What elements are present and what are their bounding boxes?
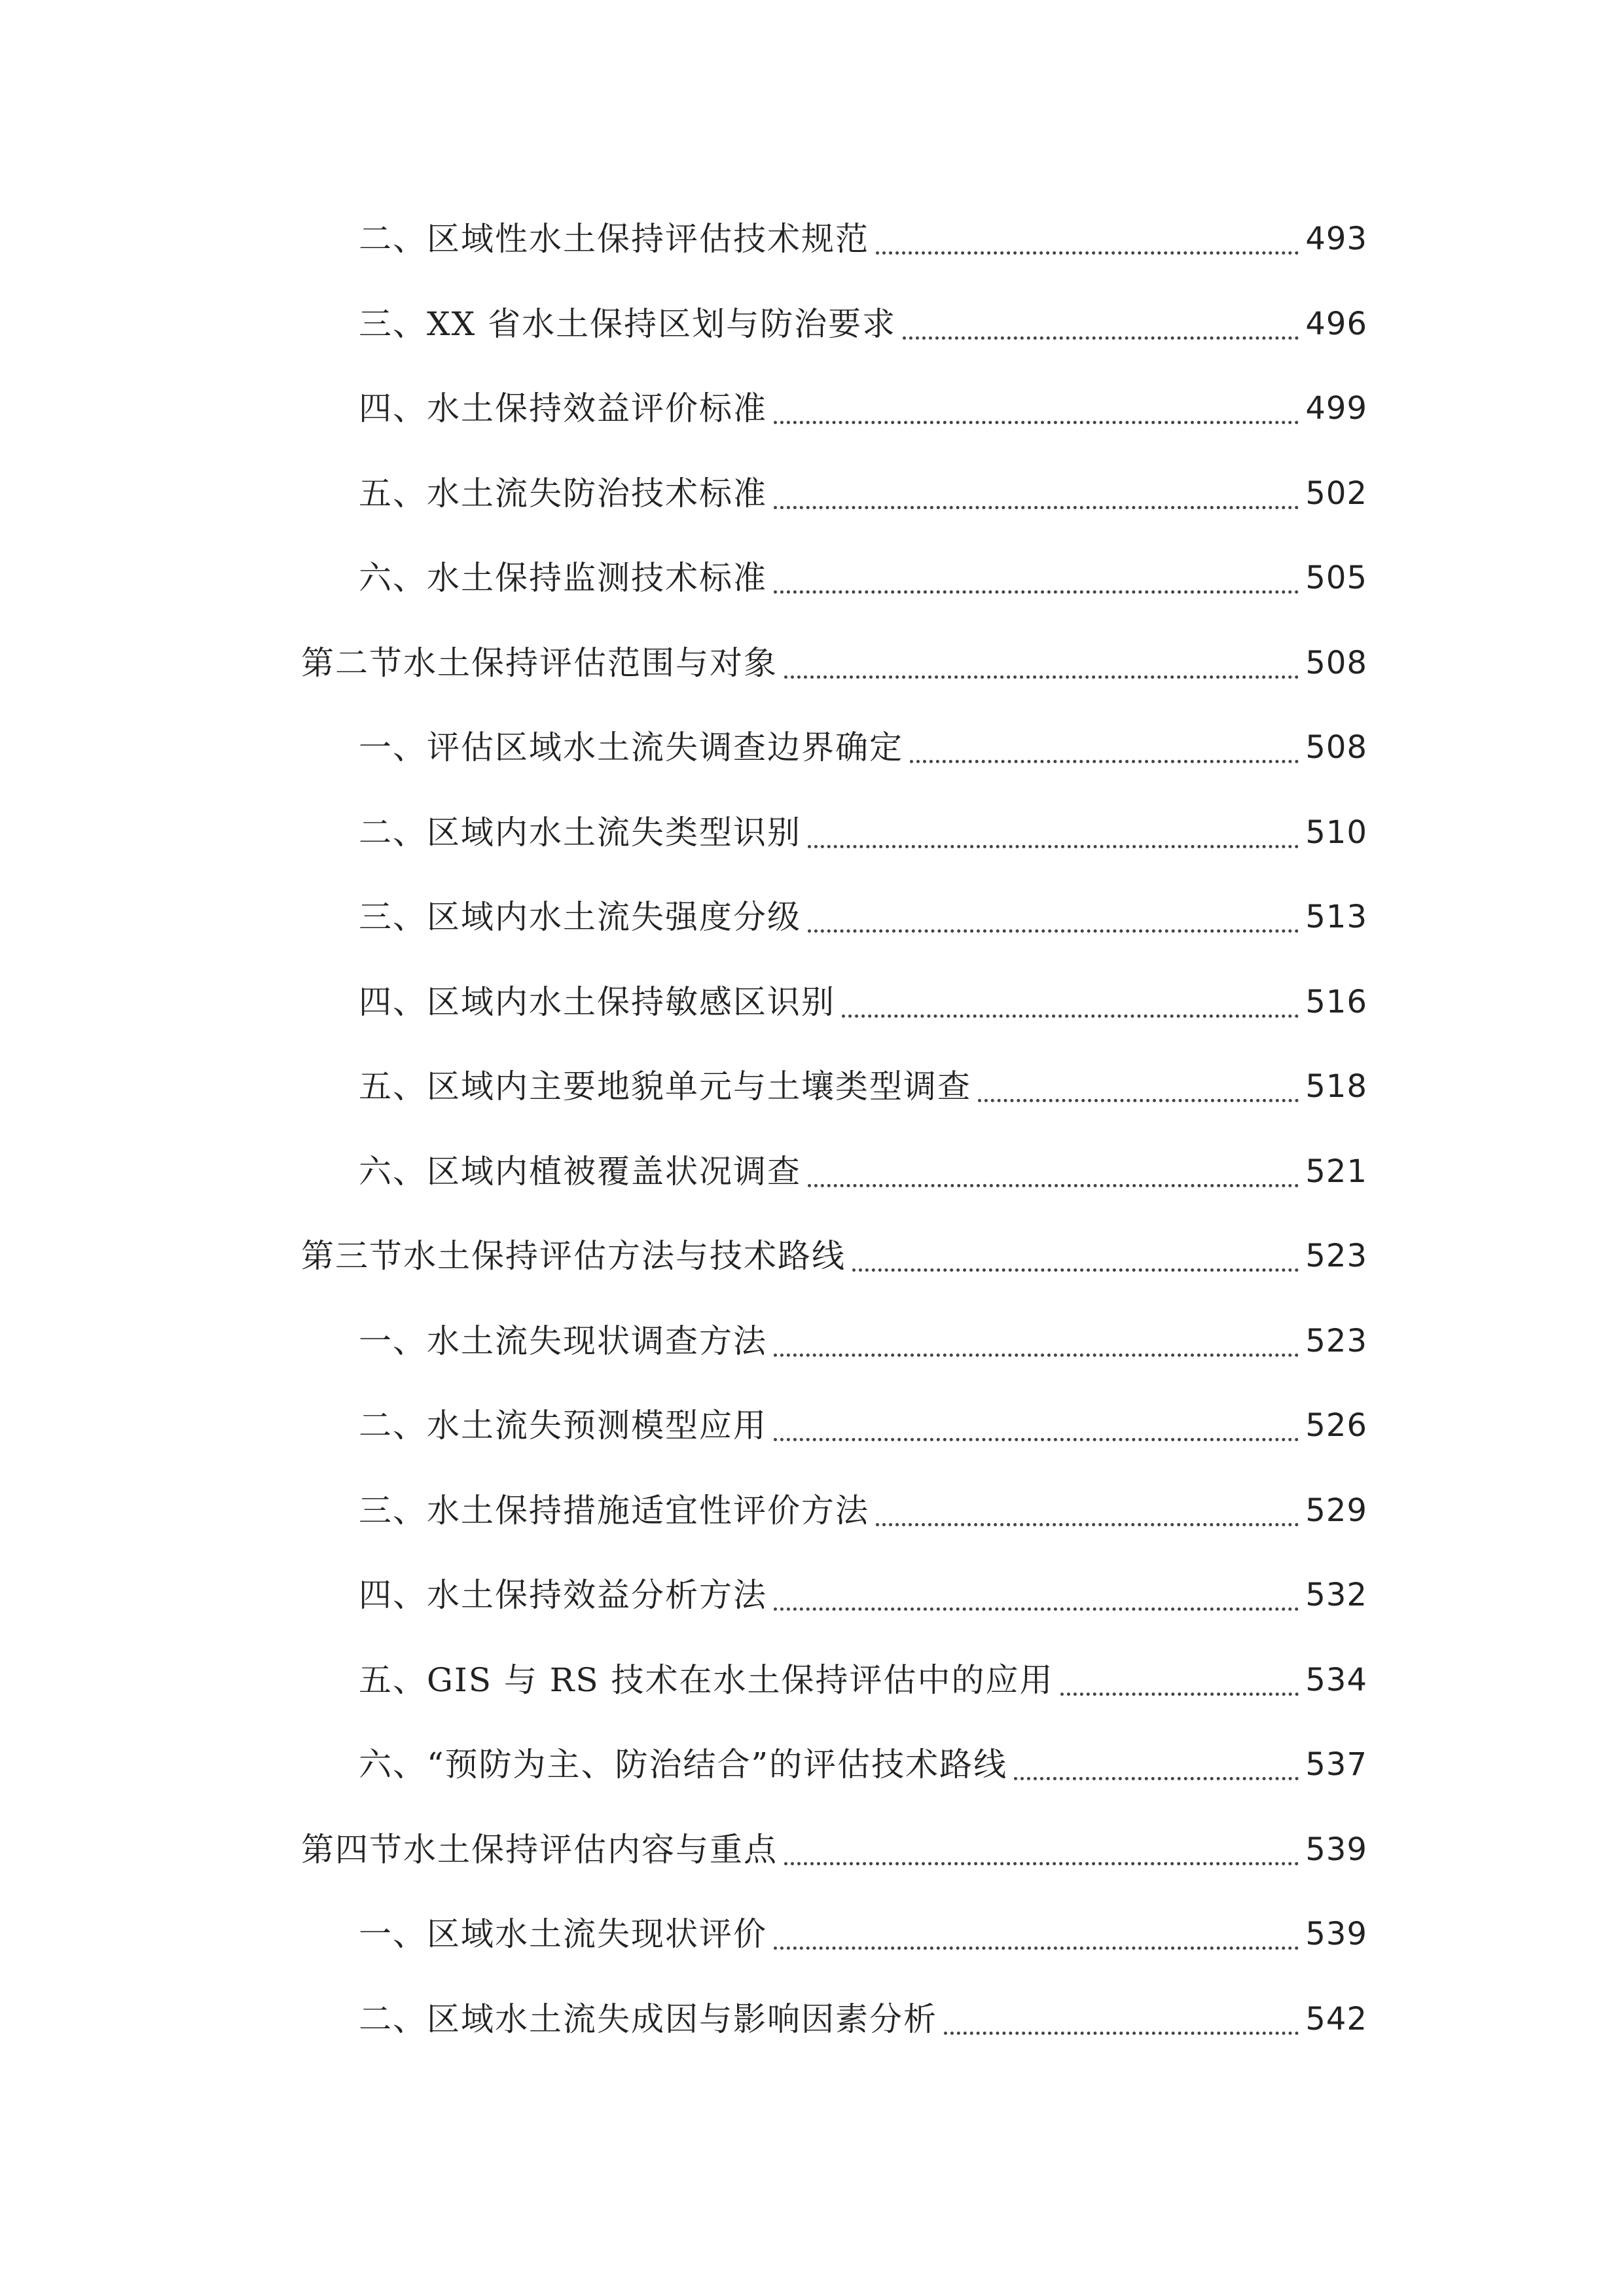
toc-section-entry[interactable] <box>301 637 1367 689</box>
toc-entry[interactable] <box>359 1399 1367 1452</box>
toc-dot-leader <box>774 1354 1299 1357</box>
toc-entry-page: 532 <box>1305 1577 1367 1613</box>
toc-dot-leader <box>808 1184 1299 1187</box>
toc-section-title: 第四节水土保持评估内容与重点 <box>301 1831 778 1869</box>
toc-entry-page: 499 <box>1305 390 1367 427</box>
toc-entry-title: 四、区域内水土保持敏感区识别 <box>359 983 835 1021</box>
toc-dot-leader <box>774 421 1299 424</box>
toc-entry[interactable] <box>359 213 1367 265</box>
toc-entry-title: 一、评估区域水土流失调查边界确定 <box>359 728 903 766</box>
toc-entry-title: 五、水土流失防治技术标准 <box>359 475 767 512</box>
toc-dot-leader <box>774 1607 1299 1611</box>
toc-entry[interactable] <box>359 806 1367 859</box>
toc-entry[interactable] <box>359 467 1367 520</box>
toc-entry-title: 四、水土保持效益分析方法 <box>359 1576 767 1614</box>
toc-dot-leader <box>1060 1693 1299 1696</box>
toc-entry-page: 521 <box>1305 1153 1367 1190</box>
toc-entry-page: 493 <box>1305 221 1367 257</box>
toc-entry-page: 510 <box>1305 814 1367 851</box>
toc-entry-title: 二、区域内水土流失类型识别 <box>359 814 801 852</box>
toc-entry[interactable] <box>359 1654 1367 1706</box>
toc-entry-title: 五、区域内主要地貌单元与土壤类型调查 <box>359 1067 971 1105</box>
toc-entry-page: 502 <box>1305 475 1367 512</box>
toc-dot-leader <box>876 1523 1299 1526</box>
toc-entry-page: 513 <box>1305 899 1367 935</box>
toc-entry[interactable] <box>359 1993 1367 2045</box>
toc-dot-leader <box>808 845 1299 848</box>
toc-entry[interactable] <box>359 891 1367 943</box>
toc-entry-page: 496 <box>1305 306 1367 342</box>
toc-entry-page: 539 <box>1305 1916 1367 1952</box>
toc-entry[interactable] <box>359 1145 1367 1198</box>
toc-dot-leader <box>903 336 1299 340</box>
toc-dot-leader <box>978 1099 1299 1102</box>
toc-entry-page: 542 <box>1305 2001 1367 2037</box>
toc-entry-title: 二、水土流失预测模型应用 <box>359 1407 767 1444</box>
toc-entry-page: 516 <box>1305 984 1367 1020</box>
toc-section-entry[interactable] <box>301 1230 1367 1282</box>
toc-entry-title: 三、区域内水土流失强度分级 <box>359 898 801 936</box>
toc-entry-page: 508 <box>1305 729 1367 766</box>
toc-entry[interactable] <box>359 1908 1367 1960</box>
toc-entry-title: 五、GIS 与 RS 技术在水土保持评估中的应用 <box>359 1661 1054 1699</box>
toc-entry-title: 六、区域内植被覆盖状况调查 <box>359 1153 801 1191</box>
toc-entry[interactable] <box>359 1738 1367 1791</box>
toc-dot-leader <box>784 675 1299 679</box>
toc-entry[interactable] <box>359 1484 1367 1537</box>
toc-entry-page: 534 <box>1305 1662 1367 1698</box>
toc-entry-page: 529 <box>1305 1492 1367 1529</box>
toc-entry-page: 523 <box>1305 1323 1367 1359</box>
toc-dot-leader <box>944 2032 1299 2035</box>
toc-entry[interactable] <box>359 552 1367 604</box>
toc-entry-title: 六、“预防为主、防治结合”的评估技术路线 <box>359 1746 1008 1784</box>
toc-entry-page: 537 <box>1305 1746 1367 1783</box>
toc-entry[interactable] <box>359 298 1367 350</box>
toc-section-entry[interactable] <box>301 1823 1367 1876</box>
toc-dot-leader <box>842 1014 1299 1018</box>
toc-section-title: 第三节水土保持评估方法与技术路线 <box>301 1237 846 1275</box>
toc-entry-title: 一、区域水土流失现状评价 <box>359 1915 767 1953</box>
toc-dot-leader <box>784 1862 1299 1865</box>
toc-entry-title: 三、水土保持措施适宜性评价方法 <box>359 1492 869 1530</box>
toc-entry-title: 一、水土流失现状调查方法 <box>359 1322 767 1360</box>
toc-entry-title: 三、XX 省水土保持区划与防治要求 <box>359 305 897 343</box>
toc-dot-leader <box>774 590 1299 594</box>
toc-entry-page: 523 <box>1305 1238 1367 1274</box>
toc-entry-page: 539 <box>1305 1831 1367 1868</box>
toc-dot-leader <box>774 506 1299 509</box>
toc-entry-page: 505 <box>1305 560 1367 596</box>
toc-dot-leader <box>1014 1777 1299 1780</box>
toc-dot-leader <box>910 760 1299 763</box>
toc-entry-page: 508 <box>1305 645 1367 681</box>
toc-entry[interactable] <box>359 721 1367 774</box>
toc-entry[interactable] <box>359 1060 1367 1113</box>
toc-entry-title: 六、水土保持监测技术标准 <box>359 559 767 597</box>
toc-section-title: 第二节水土保持评估范围与对象 <box>301 644 778 682</box>
toc-dot-leader <box>876 251 1299 255</box>
toc-dot-leader <box>774 1946 1299 1950</box>
toc-entry[interactable] <box>359 1315 1367 1367</box>
toc-entry-title: 二、区域水土流失成因与影响因素分析 <box>359 2000 937 2038</box>
toc-dot-leader <box>808 929 1299 933</box>
toc-entry[interactable] <box>359 382 1367 435</box>
toc-dot-leader <box>774 1438 1299 1441</box>
toc-entry[interactable] <box>359 976 1367 1028</box>
toc-entry-title: 二、区域性水土保持评估技术规范 <box>359 220 869 258</box>
toc-entry-page: 518 <box>1305 1068 1367 1105</box>
toc-entry-page: 526 <box>1305 1407 1367 1444</box>
toc-entry-title: 四、水土保持效益评价标准 <box>359 389 767 427</box>
toc-dot-leader <box>852 1268 1299 1272</box>
toc-entry[interactable] <box>359 1569 1367 1621</box>
